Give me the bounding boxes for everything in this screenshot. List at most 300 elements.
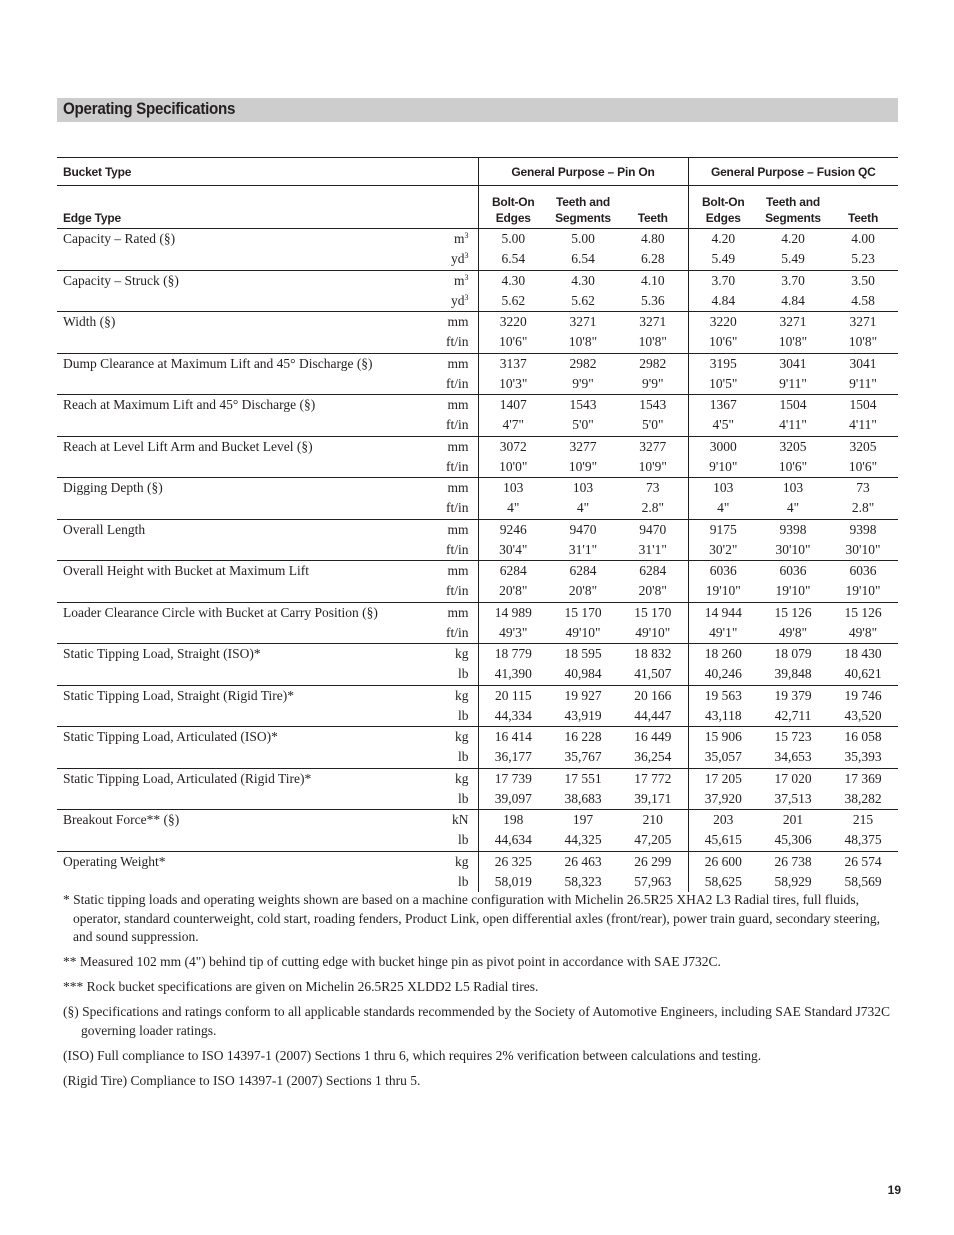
spec-value: 47,205 (618, 830, 688, 851)
spec-label: Static Tipping Load, Straight (Rigid Tire)* (63, 687, 295, 703)
spec-value: 5.62 (478, 291, 548, 312)
spec-row-group (57, 561, 898, 603)
spec-value: 36,177 (478, 747, 548, 768)
spec-value: 40,621 (828, 664, 898, 685)
section-banner (57, 98, 898, 122)
spec-label (57, 540, 433, 561)
spec-value: 6.54 (548, 249, 618, 270)
spec-value: 3.50 (851, 272, 875, 288)
spec-value: 49'3" (478, 623, 548, 644)
spec-value: 3205 (779, 438, 807, 454)
spec-row-group (57, 685, 898, 727)
spec-value: 4" (688, 498, 758, 519)
spec-value: 10'8" (828, 332, 898, 353)
spec-value: 15 723 (774, 729, 812, 745)
spec-value: 103 (782, 480, 804, 496)
spec-label (57, 249, 433, 270)
spec-label: Static Tipping Load, Straight (ISO)* (63, 646, 261, 662)
spec-unit: lb (433, 789, 478, 810)
spec-value: 1504 (779, 397, 807, 413)
spec-unit: kg (455, 687, 469, 703)
spec-value: 20'8" (478, 581, 548, 602)
spec-label (57, 415, 433, 436)
spec-value: 17 205 (688, 768, 758, 789)
spec-value: 40,984 (548, 664, 618, 685)
spec-value: 49'1" (688, 623, 758, 644)
spec-value: 19'10" (688, 581, 758, 602)
spec-value: 6036 (779, 563, 807, 579)
spec-value: 6036 (849, 563, 877, 579)
spec-value: 1367 (688, 395, 758, 416)
spec-value: 41,390 (478, 664, 548, 685)
spec-row (57, 291, 898, 312)
spec-value: 5'0" (548, 415, 618, 436)
spec-unit: ft/in (433, 415, 478, 436)
spec-value: 6036 (688, 561, 758, 582)
spec-value: 30'10" (828, 540, 898, 561)
spec-value: 3220 (688, 312, 758, 333)
spec-value: 10'8" (548, 332, 618, 353)
spec-row-group (57, 436, 898, 478)
spec-value: 30'4" (478, 540, 548, 561)
spec-unit: ft/in (433, 457, 478, 478)
edge-type-header-row (57, 186, 898, 229)
spec-row (57, 623, 898, 644)
spec-row-group (57, 768, 898, 810)
spec-value: 18 260 (688, 644, 758, 665)
spec-value: 2.8" (618, 498, 688, 519)
spec-unit: mm (447, 604, 469, 620)
spec-value: 1543 (639, 397, 667, 413)
spec-value: 5.23 (828, 249, 898, 270)
spec-value: 9470 (639, 521, 667, 537)
spec-row-group (57, 229, 898, 271)
spec-value: 3205 (849, 438, 877, 454)
spec-value: 2982 (569, 355, 597, 371)
spec-label: Capacity – Rated (§) (63, 231, 176, 247)
spec-row (57, 395, 898, 416)
bucket-type-header-row (57, 158, 898, 186)
spec-label (57, 498, 433, 519)
spec-label: Dump Clearance at Maximum Lift and 45° Discharge (§) (63, 355, 373, 371)
spec-row (57, 706, 898, 727)
spec-row (57, 229, 898, 250)
spec-value: 38,282 (828, 789, 898, 810)
spec-row (57, 312, 898, 333)
spec-value: 18 595 (564, 646, 602, 662)
spec-unit: mm (447, 355, 469, 371)
spec-value: 15 126 (774, 604, 812, 620)
spec-label (57, 664, 433, 685)
spec-value: 41,507 (618, 664, 688, 685)
spec-label (57, 581, 433, 602)
spec-row (57, 415, 898, 436)
spec-value: 3271 (639, 314, 667, 330)
spec-value: 31'1" (548, 540, 618, 561)
spec-value: 37,920 (688, 789, 758, 810)
spec-value: 26 738 (774, 853, 812, 869)
spec-value: 10'9" (618, 457, 688, 478)
spec-label (57, 291, 433, 312)
spec-label: Static Tipping Load, Articulated (Rigid Tire)* (63, 770, 312, 786)
spec-row-group (57, 810, 898, 852)
spec-value: 4.30 (478, 270, 548, 291)
spec-value: 10'5" (688, 374, 758, 395)
footnote-rigid-tire: (Rigid Tire) Compliance to ISO 14397-1 (2007) Sections 1 thru 5. (63, 1072, 421, 1088)
spec-value: 4.80 (640, 231, 665, 247)
spec-unit: ft/in (433, 332, 478, 353)
spec-value: 14 944 (688, 602, 758, 623)
spec-value: 3271 (779, 314, 807, 330)
spec-value: 39,848 (758, 664, 828, 685)
spec-label: Width (§) (63, 314, 116, 330)
spec-row (57, 270, 898, 291)
spec-unit: lb (433, 747, 478, 768)
spec-row-group (57, 353, 898, 395)
spec-unit: lb (433, 664, 478, 685)
spec-value: 15 170 (634, 604, 672, 620)
spec-value: 9'9" (548, 374, 618, 395)
spec-value: 26 463 (564, 853, 602, 869)
spec-value: 215 (852, 812, 874, 828)
spec-value: 103 (688, 478, 758, 499)
spec-value: 5.00 (571, 231, 595, 247)
spec-row (57, 664, 898, 685)
spec-value: 15 126 (844, 604, 882, 620)
spec-value: 9398 (779, 521, 807, 537)
spec-label: Breakout Force** (§) (63, 812, 180, 828)
spec-value: 26 299 (634, 853, 672, 869)
spec-value: 1543 (569, 397, 597, 413)
spec-label: Digging Depth (§) (63, 480, 163, 496)
spec-label: Reach at Level Lift Arm and Bucket Level (§) (63, 438, 313, 454)
spec-value: 34,653 (758, 747, 828, 768)
spec-value: 17 772 (634, 770, 672, 786)
spec-value: 5'0" (618, 415, 688, 436)
spec-value: 9'11" (758, 374, 828, 395)
spec-value: 38,683 (548, 789, 618, 810)
spec-value: 1504 (849, 397, 877, 413)
spec-row-group (57, 851, 898, 892)
spec-value: 6284 (639, 563, 667, 579)
spec-label: Reach at Maximum Lift and 45° Discharge (§) (63, 397, 316, 413)
spec-value: 6.54 (478, 249, 548, 270)
spec-label (57, 374, 433, 395)
spec-value: 49'8" (828, 623, 898, 644)
spec-value: 18 079 (774, 646, 812, 662)
spec-row (57, 581, 898, 602)
spec-unit: mm (447, 521, 469, 537)
edge-type-header: Teeth and Segments (548, 186, 618, 229)
spec-value: 10'0" (478, 457, 548, 478)
spec-value: 58,323 (564, 873, 602, 889)
spec-row (57, 602, 898, 623)
spec-value: 3.70 (688, 270, 758, 291)
spec-row (57, 353, 898, 374)
spec-row (57, 747, 898, 768)
page-number: 19 (887, 1183, 901, 1197)
spec-value: 58,019 (478, 872, 548, 892)
spec-value: 15 906 (688, 727, 758, 748)
spec-label: Operating Weight* (63, 853, 166, 869)
spec-value: 43,118 (688, 706, 758, 727)
spec-value: 3195 (688, 353, 758, 374)
spec-value: 17 551 (564, 770, 602, 786)
spec-value: 57,963 (634, 873, 672, 889)
spec-value: 58,569 (844, 873, 882, 889)
spec-unit: ft/in (433, 498, 478, 519)
spec-value: 5.49 (758, 249, 828, 270)
spec-label (57, 747, 433, 768)
spec-value: 58,625 (688, 872, 758, 892)
spec-value: 19 927 (564, 687, 602, 703)
spec-value: 4'11" (828, 415, 898, 436)
operating-specifications-table (57, 157, 898, 892)
spec-label: Loader Clearance Circle with Bucket at Carry Position (§) (63, 604, 378, 620)
spec-row (57, 519, 898, 540)
spec-value: 20'8" (548, 581, 618, 602)
spec-value: 1407 (478, 395, 548, 416)
spec-value: 3041 (779, 355, 807, 371)
spec-value: 19'10" (758, 581, 828, 602)
spec-value: 5.49 (688, 249, 758, 270)
spec-value: 30'2" (688, 540, 758, 561)
spec-unit: ft/in (433, 623, 478, 644)
spec-value: 16 449 (634, 729, 672, 745)
spec-value: 16 058 (844, 729, 882, 745)
spec-value: 19'10" (828, 581, 898, 602)
spec-value: 3220 (478, 312, 548, 333)
spec-row (57, 768, 898, 789)
spec-row (57, 789, 898, 810)
spec-value: 103 (478, 478, 548, 499)
spec-value: 44,334 (478, 706, 548, 727)
spec-value: 3.70 (781, 272, 805, 288)
spec-unit: ft/in (433, 540, 478, 561)
spec-value: 9'11" (828, 374, 898, 395)
spec-unit: ft/in (433, 374, 478, 395)
spec-value: 4.20 (688, 229, 758, 250)
spec-unit: $m^3$ (454, 272, 469, 288)
spec-label (57, 706, 433, 727)
spec-row (57, 332, 898, 353)
spec-value: 18 779 (478, 644, 548, 665)
spec-value: 26 325 (478, 851, 548, 872)
spec-value: 44,447 (618, 706, 688, 727)
spec-value: 39,097 (478, 789, 548, 810)
spec-row-group (57, 478, 898, 520)
spec-unit: mm (447, 397, 469, 413)
spec-value: 10'6" (828, 457, 898, 478)
spec-value: 10'8" (618, 332, 688, 353)
spec-label (57, 457, 433, 478)
spec-value: 4" (548, 498, 618, 519)
spec-row (57, 727, 898, 748)
spec-row (57, 374, 898, 395)
spec-value: 39,171 (618, 789, 688, 810)
spec-label: Static Tipping Load, Articulated (ISO)* (63, 729, 278, 745)
spec-row (57, 851, 898, 872)
spec-row (57, 498, 898, 519)
spec-unit: lb (433, 706, 478, 727)
spec-row (57, 436, 898, 457)
spec-value: 20 115 (478, 685, 548, 706)
spec-unit: kg (455, 853, 469, 869)
spec-value: 9246 (478, 519, 548, 540)
footnotes (63, 891, 898, 1097)
spec-value: 10'3" (478, 374, 548, 395)
spec-row-group (57, 602, 898, 644)
spec-value: 4" (478, 498, 548, 519)
spec-row (57, 685, 898, 706)
spec-unit: mm (447, 438, 469, 454)
spec-value: 16 414 (478, 727, 548, 748)
spec-unit: lb (433, 830, 478, 851)
spec-value: 26 600 (688, 851, 758, 872)
spec-label: Overall Height with Bucket at Maximum Lift (63, 563, 309, 579)
spec-value: 4'11" (758, 415, 828, 436)
spec-value: 2.8" (828, 498, 898, 519)
spec-value: 3000 (688, 436, 758, 457)
spec-value: 3072 (478, 436, 548, 457)
edge-type-header: Bolt-On Edges (478, 186, 548, 229)
footnote-iso: (ISO) Full compliance to ISO 14397-1 (2007) Sections 1 thru 6, which requires 2% verification between calculations and testing. (63, 1047, 762, 1063)
spec-unit: $yd^3$ (433, 291, 478, 312)
spec-value: 198 (478, 810, 548, 831)
spec-unit: ft/in (433, 581, 478, 602)
spec-value: 17 739 (478, 768, 548, 789)
spec-unit: mm (447, 563, 469, 579)
spec-value: 4.10 (640, 272, 665, 288)
bucket-type-label: Bucket Type (57, 158, 478, 186)
spec-value: 73 (646, 480, 660, 496)
spec-value: 30'10" (758, 540, 828, 561)
spec-value: 3271 (849, 314, 877, 330)
spec-value: 5.00 (478, 229, 548, 250)
spec-value: 45,306 (758, 830, 828, 851)
spec-row (57, 830, 898, 851)
edge-type-header: Teeth and Segments (758, 186, 828, 229)
spec-value: 4" (758, 498, 828, 519)
spec-unit: $m^3$ (454, 231, 469, 247)
spec-value: 49'10" (548, 623, 618, 644)
spec-value: 20 166 (634, 687, 672, 703)
spec-value: 3271 (569, 314, 597, 330)
spec-value: 4.84 (688, 291, 758, 312)
spec-row-group (57, 727, 898, 769)
spec-value: 4.30 (571, 272, 595, 288)
spec-value: 35,767 (548, 747, 618, 768)
spec-value: 210 (642, 812, 663, 828)
spec-unit: $yd^3$ (433, 249, 478, 270)
spec-unit: kg (455, 770, 469, 786)
spec-value: 10'6" (478, 332, 548, 353)
spec-value: 35,393 (828, 747, 898, 768)
spec-value: 203 (688, 810, 758, 831)
edge-type-header: Bolt-On Edges (688, 186, 758, 229)
spec-value: 4.20 (781, 231, 805, 247)
spec-value: 17 369 (844, 770, 882, 786)
spec-unit: kg (455, 729, 469, 745)
spec-value: 20'8" (618, 581, 688, 602)
spec-value: 10'6" (688, 332, 758, 353)
spec-value: 36,254 (618, 747, 688, 768)
spec-row (57, 810, 898, 831)
spec-row (57, 644, 898, 665)
spec-label: Overall Length (63, 521, 146, 537)
footnote-static-tipping: * Static tipping loads and operating weights shown are based on a machine configuration with Michelin 26.5R25 XHA2 L3 Radial tires, full fluids, operator, standard counterweight, cold start, roading fenders, Product Link, open differential axles (front/rear), power train guard, secondary steering, and sound suppression. (63, 892, 881, 944)
spec-row-group (57, 644, 898, 686)
spec-value: 45,615 (688, 830, 758, 851)
spec-value: 9398 (849, 521, 877, 537)
footnote-rock-bucket: *** Rock bucket specifications are given on Michelin 26.5R25 XLDD2 L5 Radial tires. (63, 979, 539, 994)
spec-row (57, 561, 898, 582)
spec-value: 73 (856, 480, 870, 496)
spec-unit: lb (458, 873, 469, 889)
spec-value: 4'5" (688, 415, 758, 436)
spec-label: Capacity – Struck (§) (63, 272, 179, 288)
spec-value: 15 170 (564, 604, 602, 620)
spec-value: 48,375 (828, 830, 898, 851)
spec-value: 197 (572, 812, 594, 828)
spec-value: 19 379 (774, 687, 812, 703)
spec-value: 9175 (688, 519, 758, 540)
spec-value: 201 (782, 812, 804, 828)
spec-label (57, 872, 433, 892)
spec-value: 43,919 (548, 706, 618, 727)
footnote-sae: (§) Specifications and ratings conform to all applicable standards recommended by the Society of Automotive Engineers, including SAE Standard J732C governing loader ratings. (63, 1004, 891, 1038)
spec-value: 19 746 (844, 687, 882, 703)
spec-label (57, 332, 433, 353)
spec-label (57, 623, 433, 644)
spec-value: 19 563 (688, 685, 758, 706)
spec-value: 6284 (569, 563, 597, 579)
spec-value: 10'9" (548, 457, 618, 478)
spec-value: 58,929 (774, 873, 812, 889)
spec-value: 10'8" (758, 332, 828, 353)
spec-row (57, 540, 898, 561)
spec-value: 103 (572, 480, 594, 496)
spec-row (57, 478, 898, 499)
group-header-pin-on: General Purpose – Pin On (478, 158, 688, 186)
spec-value: 3277 (569, 438, 597, 454)
spec-value: 3137 (478, 353, 548, 374)
edge-type-header: Teeth (828, 186, 898, 229)
spec-value: 5.62 (548, 291, 618, 312)
spec-unit: kN (452, 812, 469, 828)
spec-unit: mm (447, 314, 469, 330)
spec-value: 31'1" (618, 540, 688, 561)
spec-value: 49'8" (758, 623, 828, 644)
spec-value: 4'7" (478, 415, 548, 436)
spec-row (57, 872, 898, 892)
spec-unit: kg (455, 646, 469, 662)
spec-value: 9'10" (688, 457, 758, 478)
section-title: Operating Specifications (63, 100, 236, 118)
spec-value: 4.58 (828, 291, 898, 312)
spec-value: 6.28 (618, 249, 688, 270)
spec-value: 6284 (478, 561, 548, 582)
spec-value: 43,520 (828, 706, 898, 727)
spec-value: 5.36 (618, 291, 688, 312)
spec-value: 40,246 (688, 664, 758, 685)
edge-type-header: Teeth (618, 186, 688, 229)
spec-value: 44,634 (478, 830, 548, 851)
spec-value: 17 020 (774, 770, 812, 786)
spec-row-group (57, 519, 898, 561)
spec-value: 49'10" (618, 623, 688, 644)
group-header-fusion-qc: General Purpose – Fusion QC (688, 158, 898, 186)
